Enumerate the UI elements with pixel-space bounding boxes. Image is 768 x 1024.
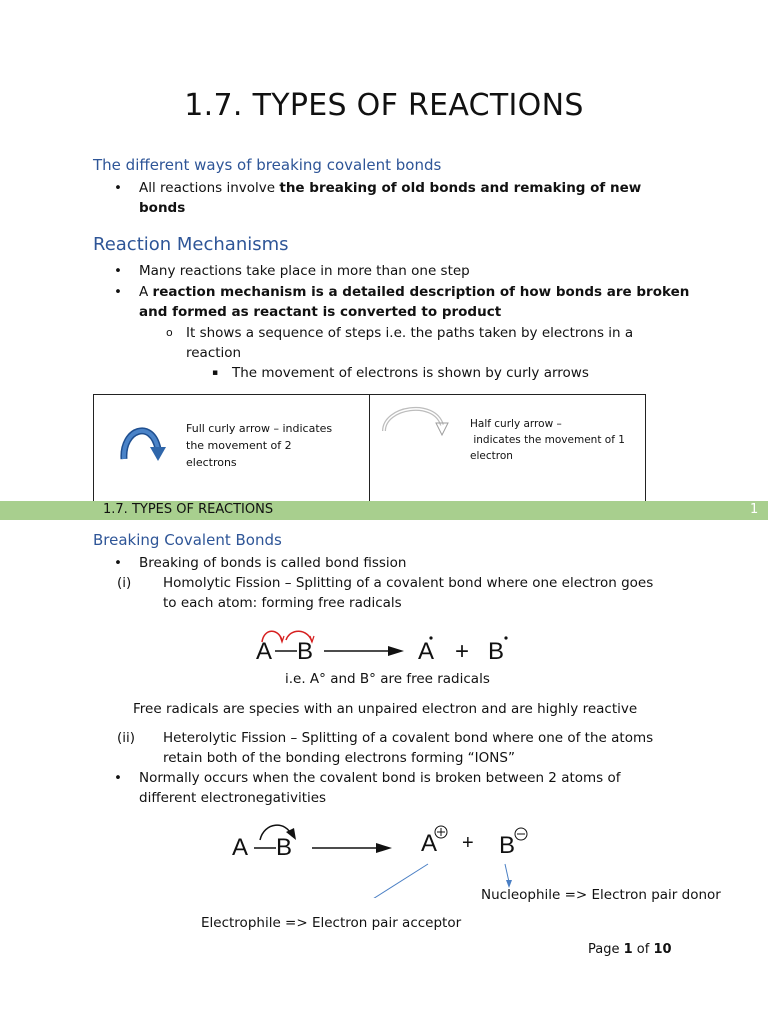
bullet-line-cont: different electronegativities — [139, 790, 327, 806]
bullet-bold-text: reaction mechanism is a detailed description of how bonds are broken — [152, 284, 690, 300]
free-radicals-definition: Free radicals are species with an unpaired electron and are highly reactive — [133, 701, 638, 717]
hetero-atom-b: B — [276, 834, 293, 861]
page-title: 1.7. TYPES OF REACTIONS — [184, 88, 584, 123]
homo-product-a: A — [418, 638, 435, 665]
bullet-bold-text-cont: bonds — [139, 200, 186, 216]
homo-plus: + — [455, 638, 470, 665]
homo-atom-b: B — [297, 638, 314, 665]
full-curly-arrow-icon — [118, 417, 170, 465]
hetero-product-a: A — [421, 830, 438, 857]
section-heading-breaking-bonds: Breaking Covalent Bonds — [93, 531, 282, 549]
item-label-ii: (ii) — [117, 730, 136, 746]
section-heading-mechanisms: Reaction Mechanisms — [93, 234, 289, 255]
half-arrow-description — [470, 416, 625, 464]
bullet-text: A — [139, 284, 153, 300]
heterolytic-line: Heterolytic Fission – Splitting of a covalent bond where one of the atoms — [163, 730, 654, 746]
banner-page-number: 1 — [750, 502, 759, 517]
sub-bullet-line-cont: reaction — [186, 345, 242, 361]
item-label-i: (i) — [117, 575, 132, 591]
bullet-bond-fission: • Breaking of bonds is called bond fission — [139, 553, 406, 573]
section-heading-bond-breaking: The different ways of breaking covalent bonds — [93, 156, 442, 174]
subsub-bullet-curly: ▪ The movement of electrons is shown by curly arrows — [232, 363, 589, 383]
nucleophile-pointer — [505, 864, 509, 882]
full-arrow-line: the movement of 2 — [186, 439, 292, 452]
full-arrow-line: Full curly arrow – indicates — [186, 422, 333, 435]
hetero-plus: + — [462, 832, 474, 854]
half-arrow-line: electron — [470, 450, 513, 462]
footer-page-num: 1 — [623, 942, 633, 957]
sub-bullet-line: It shows a sequence of steps i.e. the paths taken by electrons in a — [186, 325, 634, 341]
half-arrow-line: indicates the movement of 1 — [473, 434, 625, 446]
bullet-bold-text: the breaking of old bonds and remaking of new — [279, 180, 642, 196]
bullet-bold-text-cont: and formed as reactant is converted to product — [139, 304, 502, 320]
curly-arrow-table — [93, 394, 646, 503]
bullet-text: All reactions involve — [139, 180, 280, 196]
homo-atom-a: A — [256, 638, 273, 665]
heterolytic-definition — [163, 728, 683, 768]
half-arrow-line: Half curly arrow – — [470, 418, 562, 430]
radicals-note: i.e. A° and B° are free radicals — [285, 671, 490, 687]
half-curly-arrow-icon — [378, 401, 458, 441]
bullet-many-reactions: • Many reactions take place in more than one step — [139, 261, 470, 281]
table-divider — [369, 395, 370, 502]
heterolytic-line-cont: retain both of the bonding electrons forming “IONS” — [163, 750, 515, 766]
full-arrow-description — [186, 420, 332, 471]
bullet-electronegativity — [139, 768, 679, 808]
footer-page-total: 10 — [653, 942, 672, 957]
footer-page-prefix: Page — [588, 942, 624, 957]
electrophile-pointer — [346, 864, 428, 898]
homolytic-definition — [163, 573, 683, 613]
hetero-product-b: B — [499, 832, 516, 859]
footer-page-of: of — [632, 942, 654, 957]
page-footer — [588, 940, 672, 960]
sub-bullet-sequence — [186, 323, 686, 363]
bullet-line: Normally occurs when the covalent bond is broken between 2 atoms of — [139, 770, 621, 786]
banner-title: 1.7. TYPES OF REACTIONS — [103, 502, 274, 517]
bullet-all-reactions — [139, 178, 679, 218]
homolytic-line-cont: to each atom: forming free radicals — [163, 595, 402, 611]
homolytic-line: Homolytic Fission – Splitting of a covalent bond where one electron goes — [163, 575, 654, 591]
homo-product-b: B — [488, 638, 505, 665]
electrophile-label: Electrophile => Electron pair acceptor — [201, 915, 462, 931]
hetero-atom-a: A — [232, 834, 249, 861]
bullet-mechanism-def — [139, 282, 699, 322]
nucleophile-label: Nucleophile => Electron pair donor — [481, 887, 721, 903]
full-arrow-line: electrons — [186, 456, 237, 469]
